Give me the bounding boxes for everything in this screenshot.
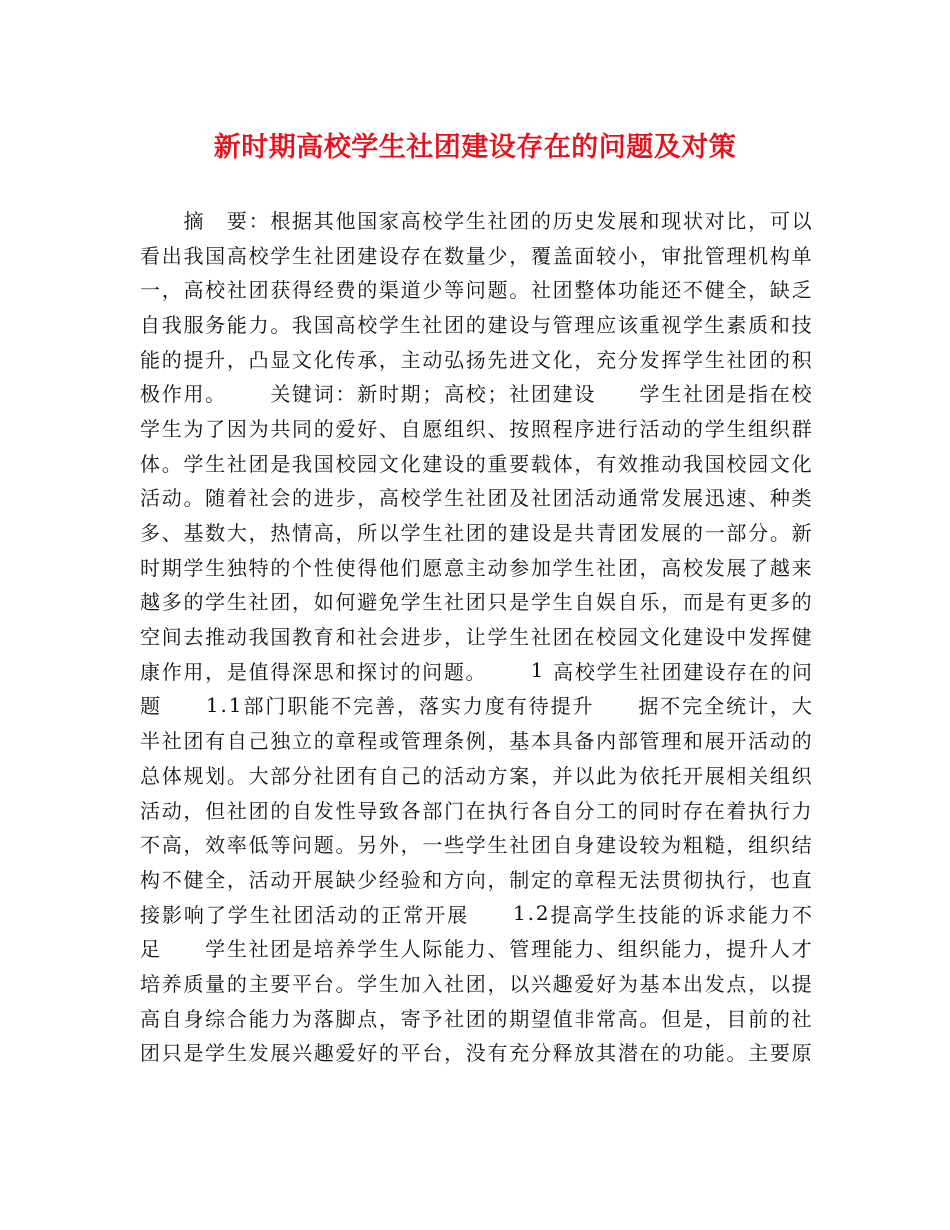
body-line: 康 作 用 ， 是 值 得 深 思 和 探 讨 的 问 题 。 1 高 校 学 生 社 团 建 设 存 在 的 问 xyxy=(140,658,812,684)
body-line: 多 、 基 数 大 ， 热 情 高 ， 所 以 学 生 社 团 的 建 设 是 共 青 团 发 展 的 一 部 分 。 新 xyxy=(140,521,812,546)
body-line: 摘 要 ： 根 据 其 他 国 家 高 校 学 生 社 团 的 历 史 发 展 和 现 状 对 比 ， 可 以 xyxy=(183,208,812,233)
body-line: 活 动 ， 但 社 团 的 自 发 性 导 致 各 部 门 在 执 行 各 自 分 工 的 同 时 存 在 着 执 行 力 xyxy=(140,798,812,823)
body-line: 题 1 . 1 部 门 职 能 不 完 善 ， 落 实 力 度 有 待 提 升 据 不 完 全 统 计 ， 大 xyxy=(140,692,812,719)
body-line: 活 动 。 随 着 社 会 的 进 步 ， 高 校 学 生 社 团 及 社 团 活 动 通 常 发 展 迅 速 、 种 类 xyxy=(140,486,812,511)
document-title: 新时期高校学生社团建设存在的问题及对策 xyxy=(213,132,737,163)
body-line: 高 自 身 综 合 能 力 为 落 脚 点 ， 寄 予 社 团 的 期 望 值 非 常 高 。 但 是 ， 目 前 的 社 xyxy=(140,1006,812,1031)
body-line: 看 出 我 国 高 校 学 生 社 团 建 设 存 在 数 量 少 ， 覆 盖 面 较 小 ， 审 批 管 理 机 构 单 xyxy=(140,243,812,268)
body-line: 不 高 ， 效 率 低 等 问 题 。 另 外 ， 一 些 学 生 社 团 自 身 建 设 较 为 粗 糙 ， 组 织 结 xyxy=(140,833,812,858)
body-line: 体 。 学 生 社 团 是 我 国 校 园 文 化 建 设 的 重 要 载 体 ， 有 效 推 动 我 国 校 园 文 化 xyxy=(140,451,812,476)
body-line: 团 只 是 学 生 发 展 兴 趣 爱 好 的 平 台 ， 没 有 充 分 释 放 其 潜 在 的 功 能 。 主 要 原 xyxy=(140,1041,812,1066)
body-line: 时 期 学 生 独 特 的 个 性 使 得 他 们 愿 意 主 动 参 加 学 生 社 团 ， 高 校 发 展 了 越 来 xyxy=(140,555,812,580)
body-line: 学 生 为 了 因 为 共 同 的 爱 好 、 自 愿 组 织 、 按 照 程 序 进 行 活 动 的 学 生 组 织 群 xyxy=(140,416,812,441)
body-line: 极 作 用 。 关 键 词 ： 新 时 期 ； 高 校 ； 社 团 建 设 学 生 社 团 是 指 在 校 xyxy=(140,382,812,407)
body-line: 一 ， 高 校 社 团 获 得 经 费 的 渠 道 少 等 问 题 。 社 团 整 体 功 能 还 不 健 全 ， 缺 乏 xyxy=(140,278,812,303)
body-line: 总 体 规 划 。 大 部 分 社 团 有 自 己 的 活 动 方 案 ， 并 以 此 为 依 托 开 展 相 关 组 织 xyxy=(140,763,812,788)
body-line: 空 间 去 推 动 我 国 教 育 和 社 会 进 步 ， 让 学 生 社 团 在 校 园 文 化 建 设 中 发 挥 健 xyxy=(140,625,812,650)
body-line: 培 养 质 量 的 主 要 平 台 。 学 生 加 入 社 团 ， 以 兴 趣 爱 好 为 基 本 出 发 点 ， 以 提 xyxy=(140,971,812,996)
body-line: 能 的 提 升 ， 凸 显 文 化 传 承 ， 主 动 弘 扬 先 进 文 化 ， 充 分 发 挥 学 生 社 团 的 积 xyxy=(140,347,812,372)
body-line: 半 社 团 有 自 己 独 立 的 章 程 或 管 理 条 例 ， 基 本 具 备 内 部 管 理 和 展 开 活 动 的 xyxy=(140,729,812,754)
body-line: 自 我 服 务 能 力 。 我 国 高 校 学 生 社 团 的 建 设 与 管 理 应 该 重 视 学 生 素 质 和 技 xyxy=(140,312,812,337)
body-line: 构 不 健 全 ， 活 动 开 展 缺 少 经 验 和 方 向 ， 制 定 的 章 程 无 法 贯 彻 执 行 ， 也 直 xyxy=(140,867,812,892)
body-line: 接 影 响 了 学 生 社 团 活 动 的 正 常 开 展 1 . 2 提 高 学 生 技 能 的 诉 求 能 力 不 xyxy=(140,901,812,927)
document-body xyxy=(140,202,812,1069)
body-line: 越 多 的 学 生 社 团 ， 如 何 避 免 学 生 社 团 只 是 学 生 自 娱 自 乐 ， 而 是 有 更 多 的 xyxy=(140,590,812,615)
body-line: 足 学 生 社 团 是 培 养 学 生 人 际 能 力 、 管 理 能 力 、 组 织 能 力 ， 提 升 人 才 xyxy=(140,937,812,962)
